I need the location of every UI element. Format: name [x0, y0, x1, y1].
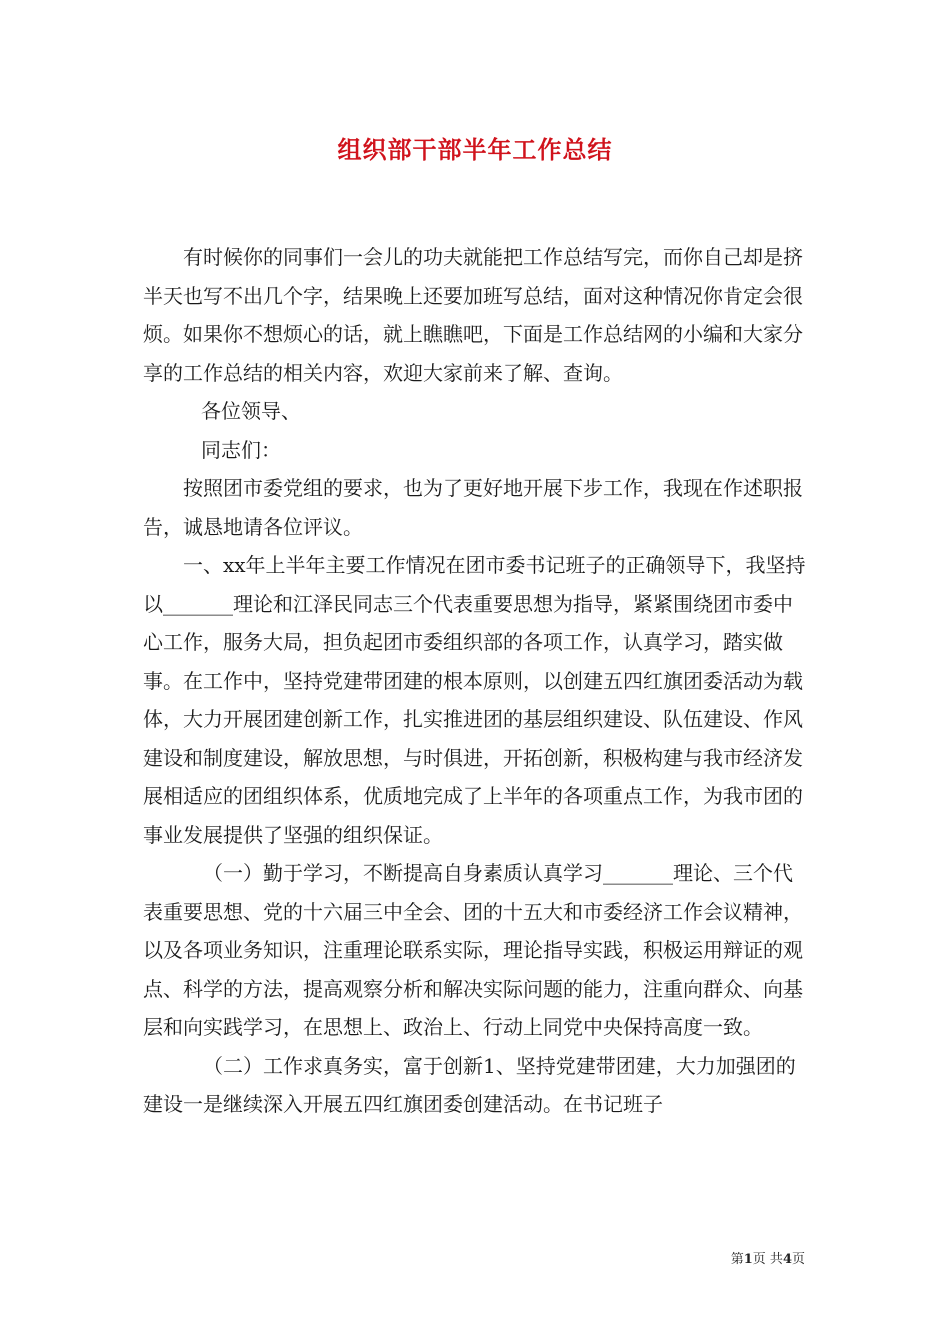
current-page: 1 — [743, 1252, 753, 1267]
greeting-comrades: 同志们： — [201, 437, 281, 462]
document-title: 组织部干部半年工作总结 — [337, 135, 613, 164]
greeting-leaders: 各位领导、 — [201, 399, 301, 423]
page-middle: 页 共 — [752, 1252, 783, 1267]
paragraph-intro: 有时候你的同事们一会儿的功夫就能把工作总结写完，而你自己却是挤半天也写不出几个字，结果晚上还要加班写总结，面对这种情况你肯定会很烦。如果你不想烦心的话，就上瞧瞧吧，下面是工作总结网的小编和大家分享的工作总结的相关内容，欢迎大家前来了解、查询。 — [143, 245, 803, 385]
paragraph-report: 按照团市委党组的要求，也为了更好地开展下步工作，我现在作述职报告，诚恳地请各位评议。 — [143, 476, 803, 539]
document-body — [143, 238, 807, 1124]
page-suffix: 页 — [791, 1252, 805, 1267]
paragraph-study: （一）勤于学习，不断提高自身素质认真学习_______理论、三个代表重要思想、党的十六届三中全会、团的十五大和市委经济工作会议精神，以及各项业务知识，注重理论联系实际，理论指导实践，积极运用辩证的观点、科学的方法，提高观察分析和解决实际问题的能力，注重向群众、向基层和向实践学习，在思想上、政治上、行动上同党中央保持高度一致。 — [143, 861, 803, 1039]
paragraph-work: （二）工作求真务实，富于创新1、坚持党建带团建，大力加强团的建设一是继续深入开展五四红旗团委创建活动。在书记班子 — [143, 1053, 796, 1116]
paragraph-section-one: 一、xx年上半年主要工作情况在团市委书记班子的正确领导下，我坚持以_______理论和江泽民同志三个代表重要思想为指导，紧紧围绕团市委中心工作，服务大局，担负起团市委组织部的各项工作，认真学习，踏实做事。在工作中，坚持党建带团建的根本原则，以创建五四红旗团委活动为载体，大力开展团建创新工作，扎实推进团的基层组织建设、队伍建设、作风建设和制度建设，解放思想，与时俱进，开拓创新，积极构建与我市经济发展相适应的团组织体系，优质地完成了上半年的各项重点工作，为我市团的事业发展提供了坚强的组织保证。 — [143, 553, 806, 847]
page-number — [731, 1248, 805, 1267]
total-pages: 4 — [782, 1252, 792, 1267]
page-prefix: 第 — [730, 1252, 744, 1267]
